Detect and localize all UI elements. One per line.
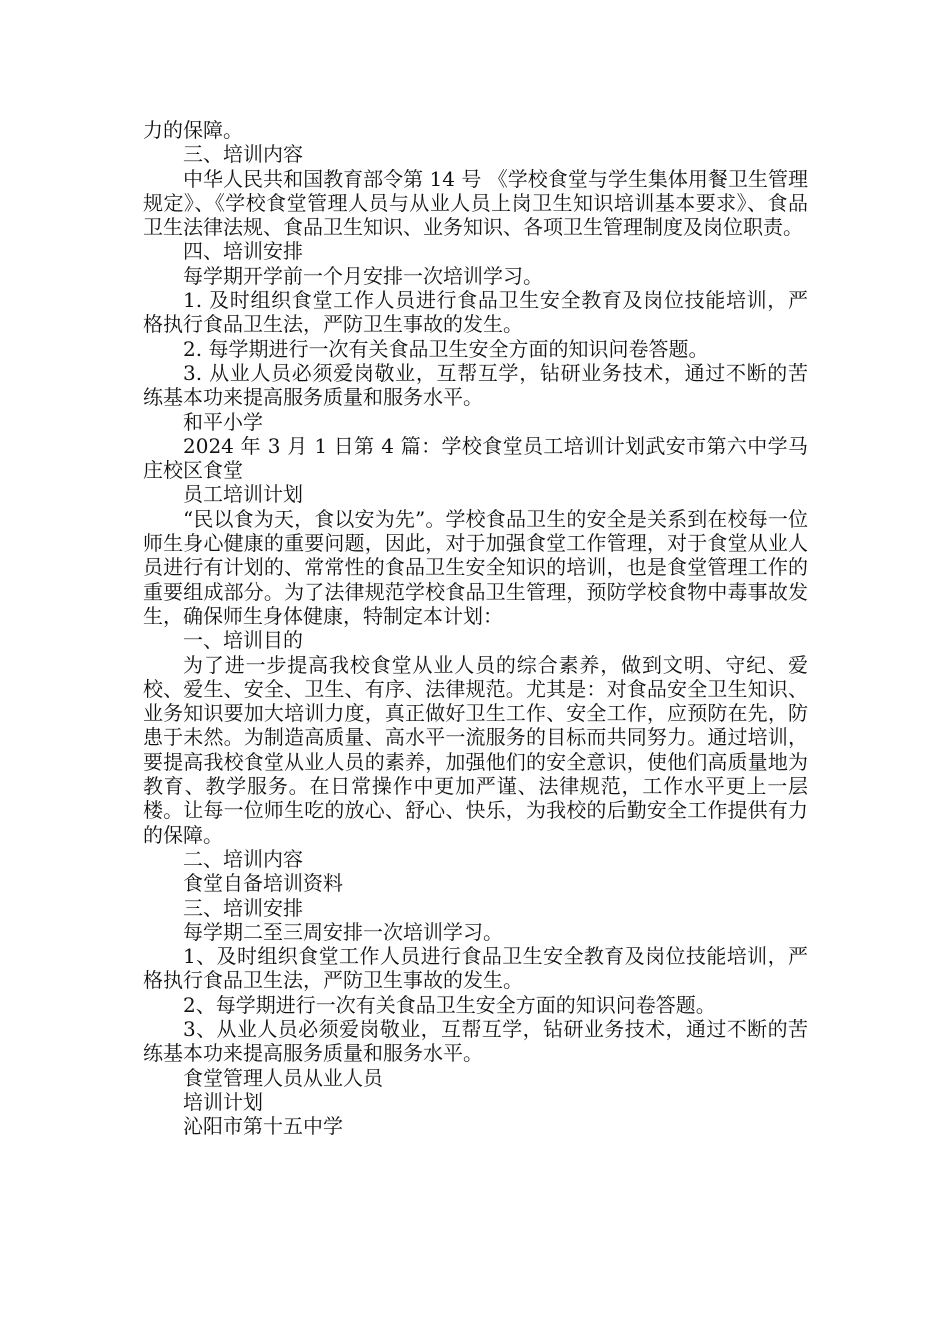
school-signature: 和平小学 — [183, 409, 263, 434]
section-heading-training-arrangement: 四、培训安排 — [183, 239, 303, 264]
section-heading-training-purpose: 一、培训目的 — [183, 628, 303, 653]
paragraph-arrangement-schedule: 每学期开学前一个月安排一次培训学习。 — [183, 263, 543, 288]
list-item-2-b: 2、每学期进行一次有关食品卫生安全方面的知识问卷答题。 — [183, 992, 716, 1017]
list-item-2: 2. 每学期进行一次有关食品卫生安全方面的知识问卷答题。 — [183, 336, 709, 361]
list-item-1-b: 1、及时组织食堂工作人员进行食品卫生安全教育及岗位技能培训，严格执行食品卫生法，严防卫生事故的发生。 — [143, 944, 808, 993]
document-page — [143, 118, 808, 1138]
list-item-3-b: 3、从业人员必须爱岗敬业，互帮互学，钻研业务技术，通过不断的苦练基本功来提高服务质量和服务水平。 — [143, 1016, 808, 1066]
section-heading-training-content: 三、培训内容 — [183, 142, 303, 167]
paragraph-training-content-2: 食堂自备培训资料 — [183, 871, 343, 896]
list-item-1: 1. 及时组织食堂工作人员进行食品卫生安全教育及岗位技能培训，严格执行食品卫生法，严防卫生事故的发生。 — [143, 288, 808, 337]
article-subtitle: 员工培训计划 — [183, 482, 303, 507]
next-school-name: 沁阳市第十五中学 — [183, 1114, 343, 1139]
date-and-next-article-title: 2024 年 3 月 1 日第 4 篇：学校食堂员工培训计划武安市第六中学马庄校区食堂 — [143, 433, 808, 483]
paragraph-arrangement-schedule-2: 每学期二至三周安排一次培训学习。 — [183, 919, 503, 944]
next-title-line-1: 食堂管理人员从业人员 — [183, 1065, 383, 1090]
next-title-line-2: 培训计划 — [183, 1089, 263, 1114]
section-heading-training-content-2: 二、培训内容 — [183, 846, 303, 871]
paragraph-training-purpose: 为了进一步提高我校食堂从业人员的综合素养，做到文明、守纪、爱校、爱生、安全、卫生、有序、法律规范。尤其是：对食品安全卫生知识、业务知识要加大培训力度，真正做好卫生工作、安全工作，应预防在先，防患于未然。为制造高质量、高水平一流服务的目标而共同努力。通过培训，要提高我校食堂从业人员的素养，加强他们的安全意识，使他们高质量地为教育、教学服务。在日常操作中更加严谨、法律规范，工作水平更上一层楼。让每一位师生吃的放心、舒心、快乐，为我校的后勤安全工作提供有力的保障。 — [143, 652, 808, 847]
section-heading-training-arrangement-2: 三、培训安排 — [183, 895, 303, 920]
paragraph-training-content: 中华人民共和国教育部令第 14 号 《学校食堂与学生集体用餐卫生管理规定》、《学校食堂管理人员与从业人员上岗卫生知识培训基本要求》、食品卫生法律法规、食品卫生知识、业务知识、各项卫生管理制度及岗位职责。 — [143, 166, 808, 240]
paragraph-introduction: “民以食为天，食以安为先”。学校食品卫生的安全是关系到在校每一位师生身心健康的重要问题，因此，对于加强食堂工作管理，对于食堂从业人员进行有计划的、常常性的食品卫生安全知识的培训，也是食堂管理工作的重要组成部分。为了法律规范学校食品卫生管理，预防学校食物中毒事故发生，确保师生身体健康，特制定本计划： — [143, 506, 808, 628]
list-item-3: 3. 从业人员必须爱岗敬业，互帮互学，钻研业务技术，通过不断的苦练基本功来提高服务质量和服务水平。 — [143, 360, 808, 410]
paragraph-continuation: 力的保障。 — [143, 118, 243, 142]
